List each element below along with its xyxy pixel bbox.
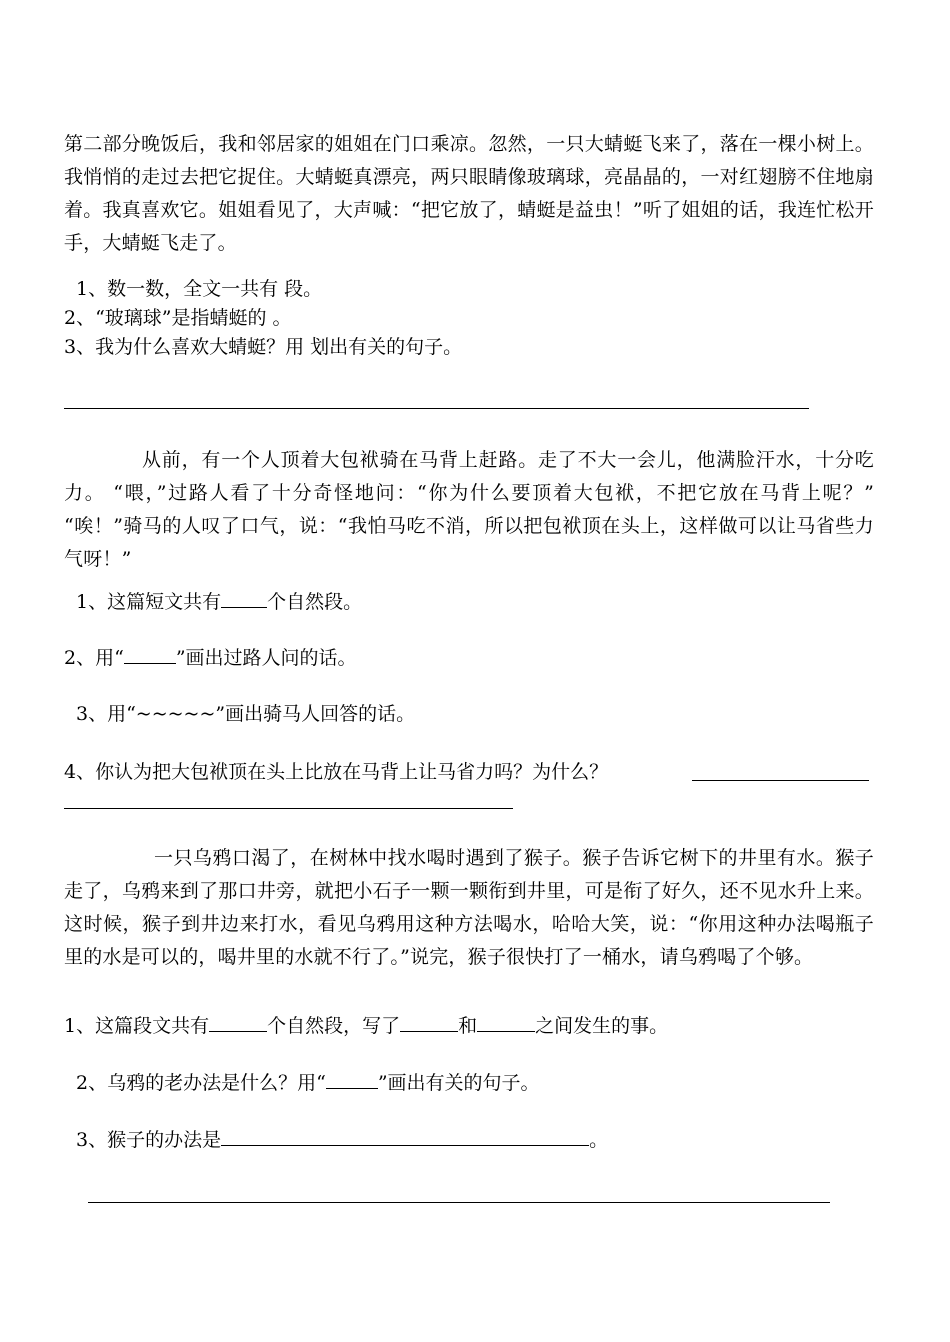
- question-2-2-start: 2、用“: [64, 647, 124, 669]
- question-2-4: 4、你认为把大包袱顶在头上比放在马背上让马省力吗？为什么？: [64, 761, 609, 783]
- blank-character-1[interactable]: [400, 1013, 458, 1032]
- question-3-1-a: 1、这篇段文共有: [64, 1015, 210, 1037]
- question-3-1-c: 和: [458, 1015, 478, 1037]
- question-2-1: [76, 588, 362, 616]
- question-2-2: [64, 644, 357, 672]
- question-1-2: 2、“玻璃球”是指蜻蜓的 。: [64, 307, 292, 329]
- question-2-1-end: 个自然段。: [267, 591, 363, 613]
- question-3-1-b: 个自然段，写了: [267, 1015, 401, 1037]
- blank-monkey-method[interactable]: [221, 1127, 589, 1146]
- question-3-2: [76, 1069, 540, 1097]
- question-3-2-end: ”画出有关的句子。: [377, 1072, 540, 1094]
- question-1-3: 3、我为什么喜欢大蜻蜓？用 划出有关的句子。: [64, 336, 463, 358]
- question-3-3-end: 。: [589, 1129, 609, 1151]
- question-3-1-d: 之间发生的事。: [535, 1015, 669, 1037]
- question-3-3: [76, 1126, 608, 1154]
- question-3-3-start: 3、猴子的办法是: [76, 1129, 222, 1151]
- blank-character-2[interactable]: [477, 1013, 535, 1032]
- question-2-1-start: 1、这篇短文共有: [76, 591, 222, 613]
- blank-paragraph-count-3[interactable]: [209, 1013, 267, 1032]
- passage-horse-rider: 从前，有一个人顶着大包袱骑在马背上赶路。走了不大一会儿，他满脸汗水，十分吃力。 “喂，”过路人看了十分奇怪地问：“你为什么要顶着大包袱，不把它放在马背上呢？” “唉！”骑马的人叹了口气，说：“我怕马吃不消，所以把包袱顶在头上，这样做可以让马省些力气呀！”: [64, 449, 874, 570]
- underline-mark-sample: [124, 645, 176, 664]
- question-2-3: 3、用“~~~~~”画出骑马人回答的话。: [76, 703, 416, 725]
- underline-mark-sample-3: [326, 1070, 378, 1089]
- question-1-1: 1、数一数，全文一共有 段。: [76, 278, 323, 300]
- answer-line-3: [88, 1202, 830, 1203]
- answer-line-1: [64, 408, 809, 409]
- blank-paragraph-count[interactable]: [221, 589, 267, 608]
- answer-line-2-4a[interactable]: [692, 780, 869, 781]
- question-3-2-start: 2、乌鸦的老办法是什么？用“: [76, 1072, 326, 1094]
- passage-crow-monkey: 一只乌鸦口渴了，在树林中找水喝时遇到了猴子。猴子告诉它树下的井里有水。猴子走了，乌鸦来到了那口井旁，就把小石子一颗一颗衔到井里，可是衔了好久，还不见水升上来。这时候，猴子到井边来打水，看见乌鸦用这种方法喝水，哈哈大笑，说：“你用这种办法喝瓶子里的水是可以的，喝井里的水就不行了。”说完，猴子很快打了一桶水，请乌鸦喝了个够。: [64, 847, 874, 968]
- question-2-2-end: ”画出过路人问的话。: [175, 647, 357, 669]
- answer-line-2-4b[interactable]: [64, 808, 513, 809]
- question-3-1: [64, 1012, 668, 1040]
- passage-dragonfly: 第二部分晚饭后，我和邻居家的姐姐在门口乘凉。忽然，一只大蜻蜓飞来了，落在一棵小树上。我悄悄的走过去把它捉住。大蜻蜓真漂亮，两只眼睛像玻璃球，亮晶晶的，一对红翅膀不住地扇着。我真喜欢它。姐姐看见了，大声喊：“把它放了，蜻蜓是益虫！”听了姐姐的话，我连忙松开手，大蜻蜓飞走了。: [64, 133, 874, 254]
